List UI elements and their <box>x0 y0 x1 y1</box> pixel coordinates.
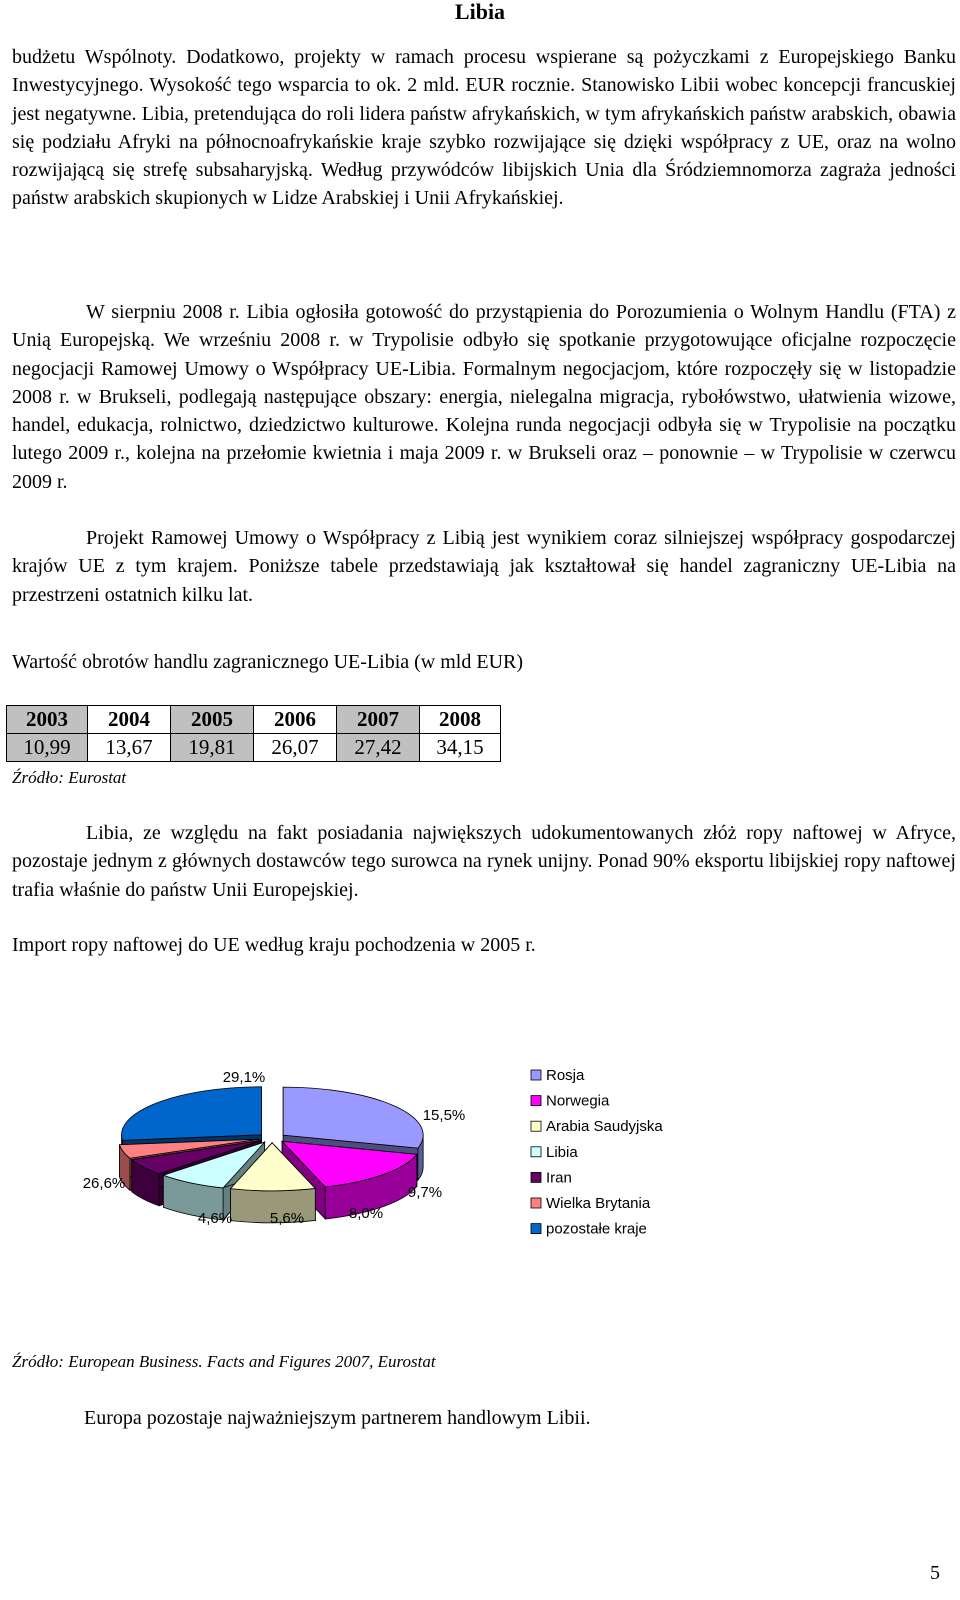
legend-swatch <box>531 1070 541 1080</box>
legend-label: Libia <box>546 1143 578 1161</box>
legend-swatch <box>531 1121 541 1131</box>
page-number: 5 <box>930 1562 940 1584</box>
pie-value-label: 4,6% <box>197 1210 233 1227</box>
year-cell: 2003 <box>7 706 88 734</box>
value-cell: 10,99 <box>7 734 88 762</box>
trade-table <box>6 705 501 762</box>
page-header-title: Libia <box>454 0 506 24</box>
paragraph-1: budżetu Wspólnoty. Dodatkowo, projekty w ramach procesu wspierane są pożyczkami z Europejskiego Banku Inwestycyjnego. Wysokość tego wsparcia to ok. 2 mld. EUR rocznie. Stanowisko Libii wobec koncepcji francuskiej jest negatywne. Libia, pretendująca do roli lidera państw afrykańskich, w tym afrykańskich państw arabskich, obawia się podziału Afryki na północnoafrykańskie kraje szybko rozwijające się dzięki współpracy z UE, oraz na wolno rozwijającą się strefę subsaharyjską. Według przywódców libijskich Unia dla Śródziemnomorza zagraża jedności państw arabskich skupionych w Lidze Arabskiej i Unii Afrykańskiej. <box>12 46 956 210</box>
pie-value-label: 5,6% <box>269 1210 305 1227</box>
legend-label: Arabia Saudyjska <box>546 1118 663 1136</box>
pie-value-label: 26,6% <box>82 1175 126 1192</box>
value-cell: 26,07 <box>254 734 337 762</box>
legend-label: Norwegia <box>546 1092 610 1110</box>
paragraph-4: Libia, ze względu na fakt posiadania największych udokumentowanych złóż ropy naftowej w Afryce, pozostaje jednym z głównych dostawców tego surowca na rynek unijny. Ponad 90% eksportu libijskiej ropy naftowej trafia właśnie do państw Unii Europejskiej. <box>12 822 956 901</box>
year-cell: 2008 <box>420 706 501 734</box>
year-cell: 2005 <box>171 706 254 734</box>
legend-label: Wielka Brytania <box>546 1195 651 1212</box>
trade-table-caption: Wartość obrotów handlu zagranicznego UE-Libia (w mld EUR) <box>12 651 524 673</box>
legend-swatch <box>531 1096 541 1106</box>
legend-label: pozostałe kraje <box>546 1220 647 1238</box>
legend-swatch <box>531 1147 541 1157</box>
pie-chart <box>0 1060 960 1280</box>
pie-value-label: 29,1% <box>222 1069 266 1086</box>
value-cell: 27,42 <box>337 734 420 762</box>
legend-swatch <box>531 1172 541 1182</box>
year-cell: 2007 <box>337 706 420 734</box>
value-cell: 13,67 <box>88 734 171 762</box>
chart-caption: Import ropy naftowej do UE według kraju pochodzenia w 2005 r. <box>12 934 536 956</box>
pie-value-label: 9,7% <box>407 1184 443 1201</box>
year-cell: 2004 <box>88 706 171 734</box>
pie-value-label: 15,5% <box>422 1107 466 1124</box>
paragraph-3: Projekt Ramowej Umowy o Współpracy z Libią jest wynikiem coraz silniejszej współpracy gospodarczej krajów UE z tym krajem. Poniższe tabele przedstawiają jak kształtował się handel zagraniczny UE-Libia na przestrzeni ostatnich kilku lat. <box>12 527 956 606</box>
legend-label: Iran <box>546 1169 572 1187</box>
legend-swatch <box>531 1198 541 1208</box>
trade-table-value-row <box>7 734 501 762</box>
year-cell: 2006 <box>254 706 337 734</box>
value-cell: 34,15 <box>420 734 501 762</box>
pie-value-label: 8,0% <box>348 1205 384 1222</box>
paragraph-5: Europa pozostaje najważniejszym partnerem handlowym Libii. <box>84 1407 591 1429</box>
legend-label: Rosja <box>546 1067 585 1084</box>
legend-swatch <box>531 1224 541 1234</box>
paragraph-2: W sierpniu 2008 r. Libia ogłosiła gotowość do przystąpienia do Porozumienia o Wolnym Handlu (FTA) z Unią Europejską. We wrześniu 2008 r. w Trypolisie odbyło się spotkanie przygotowujące oficjalne rozpoczęcie negocjacji Ramowej Umowy o Współpracy UE-Libia. Formalnym negocjacjom, które rozpoczęły się w listopadzie 2008 r. w Brukseli, podlegają następujące obszary: energia, nielegalna migracja, rybołówstwo, ułatwienia wizowe, handel, edukacja, rolnictwo, dziedzictwo kulturowe. Kolejna runda negocjacji odbyła się w Trypolisie na początku lutego 2009 r., kolejna na przełomie kwietnia i maja 2009 r. w Brukseli oraz – ponownie – w Trypolisie w czerwcu 2009 r. <box>12 301 956 493</box>
chart-source: Źródło: European Business. Facts and Figures 2007, Eurostat <box>12 1352 436 1371</box>
trade-table-header-row <box>7 706 501 734</box>
pie-slice-pozostałe-kraje <box>122 1087 262 1141</box>
trade-table-source: Źródło: Eurostat <box>12 768 127 787</box>
value-cell: 19,81 <box>171 734 254 762</box>
